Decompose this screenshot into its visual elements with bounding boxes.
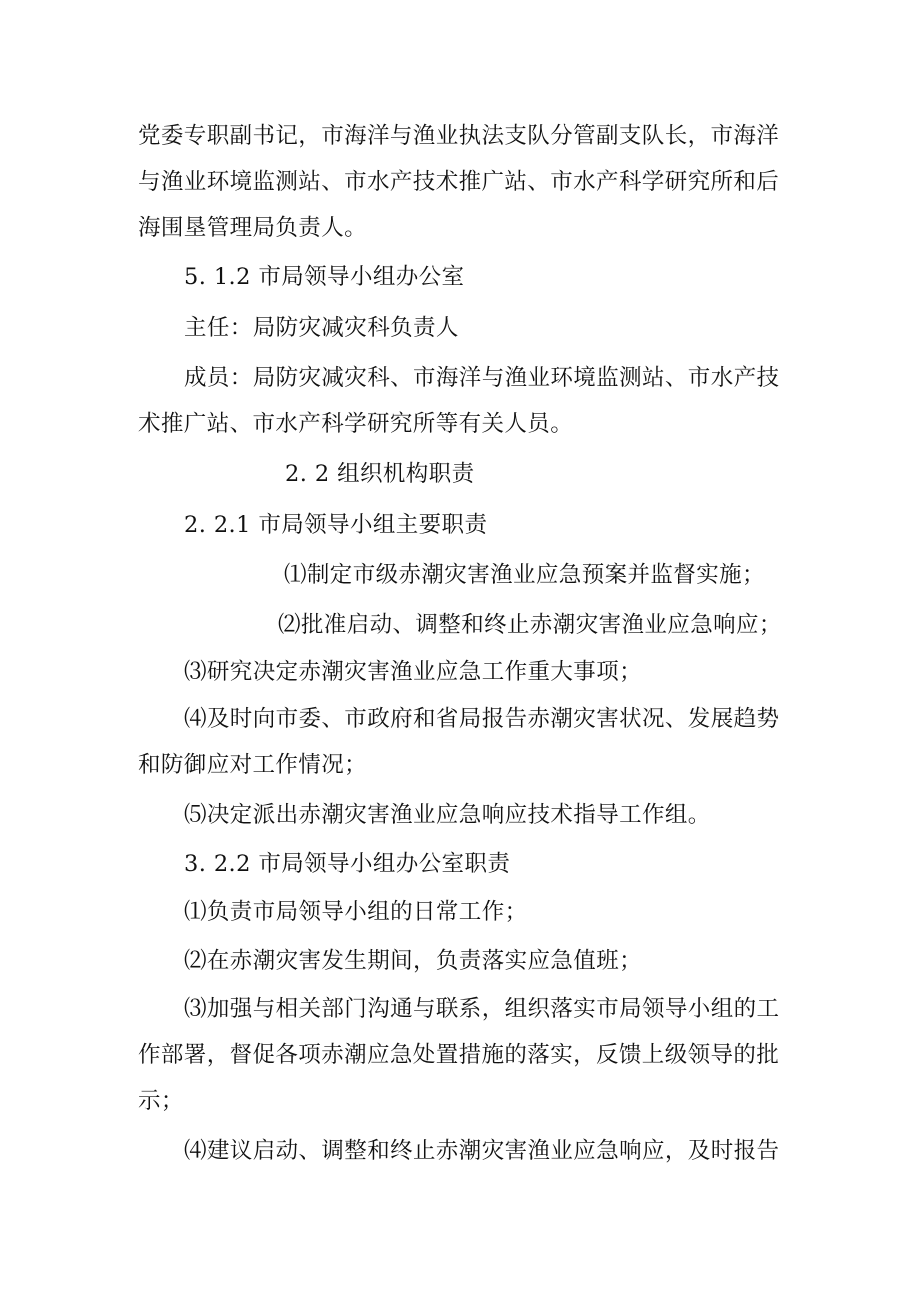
office-duty-item: ⑷建议启动、调整和终止赤潮灾害渔业应急响应，及时报告 xyxy=(184,1138,780,1164)
duty-item xyxy=(138,696,798,788)
text-line: 与渔业环境监测站、市水产技术推广站、市水产科学研究所和后 xyxy=(138,169,780,195)
members-paragraph xyxy=(138,355,798,447)
text-line: 成员：局防灾减灾科、市海洋与渔业环境监测站、市水产技 xyxy=(184,365,780,391)
text-line: 和防御应对工作情况； xyxy=(138,752,368,778)
continuation-paragraph xyxy=(138,113,798,251)
text-line: 作部署，督促各项赤潮应急处置措施的落实，反馈上级领导的批 xyxy=(138,1042,780,1068)
section-heading-5-1-2: 5. 1.2 市局领导小组办公室 xyxy=(184,264,465,290)
office-duty-item: ⑵在赤潮灾害发生期间，负责落实应急值班； xyxy=(184,948,643,974)
text-line: 术推广站、市水产科学研究所等有关人员。 xyxy=(138,411,574,437)
text-line: ⑶加强与相关部门沟通与联系，组织落实市局领导小组的工 xyxy=(184,996,780,1022)
section-heading-2-2: 2. 2 组织机构职责 xyxy=(285,461,475,487)
office-duty-item: ⑴负责市局领导小组的日常工作； xyxy=(184,899,528,925)
section-heading-2-2-1: 2. 2.1 市局领导小组主要职责 xyxy=(184,512,488,538)
director-line: 主任：局防灾减灾科负责人 xyxy=(184,315,459,341)
duty-item: ⑸决定派出赤潮灾害渔业应急响应技术指导工作组。 xyxy=(184,802,711,828)
section-heading-3-2-2: 3. 2.2 市局领导小组办公室职责 xyxy=(184,851,511,877)
office-duty-item xyxy=(138,986,798,1124)
text-line: 党委专职副书记，市海洋与渔业执法支队分管副支队长，市海洋 xyxy=(138,123,780,149)
duty-item: ⑵批准启动、调整和终止赤潮灾害渔业应急响应； xyxy=(278,612,782,638)
text-line: ⑷及时向市委、市政府和省局报告赤潮灾害状况、发展趋势 xyxy=(184,706,780,732)
text-line: 示； xyxy=(138,1088,184,1114)
duty-item: ⑶研究决定赤潮灾害渔业应急工作重大事项； xyxy=(184,659,643,685)
text-line: 海围垦管理局负责人。 xyxy=(138,215,368,241)
duty-item: ⑴制定市级赤潮灾害渔业应急预案并监督实施； xyxy=(284,562,765,588)
